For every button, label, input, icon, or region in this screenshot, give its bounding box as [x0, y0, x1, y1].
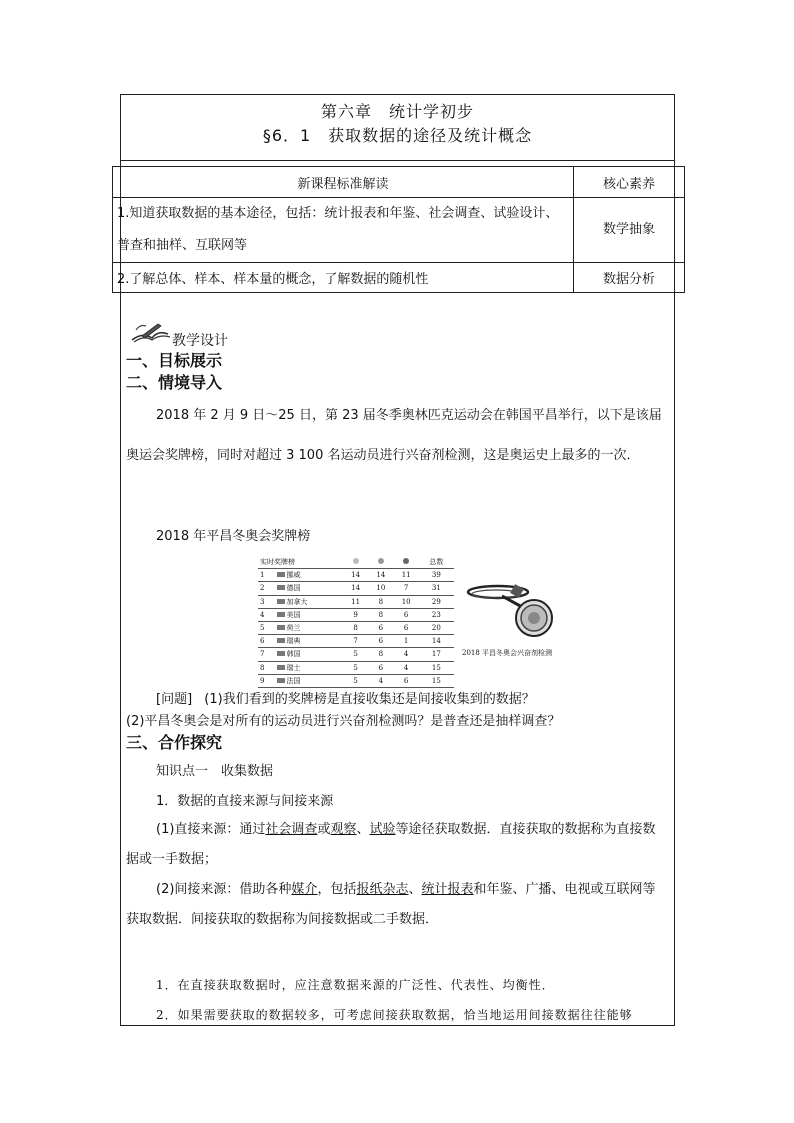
question-2: (2)平昌冬奥会是对所有的运动员进行兴奋剂检测吗？是普查还是抽样调查？: [126, 714, 561, 729]
heading-situation: 二、情境导入: [126, 373, 223, 392]
question-1: [156, 688, 535, 707]
silver-medal-icon: [378, 558, 384, 564]
flag-icon: [277, 612, 285, 617]
question-1-text: (1)我们看到的奖牌榜是直接收集还是间接收集到的数据？: [204, 692, 535, 707]
medal-row: [258, 608, 454, 621]
medal-rank: 1: [258, 569, 275, 582]
teaching-design-label: 教学设计: [172, 333, 228, 349]
medal-table: [258, 556, 454, 688]
bronze-medal-icon: [403, 558, 409, 564]
medal-rank: 2: [258, 582, 275, 595]
medal-gold: 14: [343, 569, 368, 582]
medal-total: 20: [419, 621, 454, 634]
medal-rank: 3: [258, 595, 275, 608]
indirect-source-paragraph: [126, 875, 668, 935]
medal-rank: 7: [258, 648, 275, 661]
medal-silver: 6: [368, 635, 393, 648]
chapter-title: 第六章 统计学初步: [320, 102, 474, 121]
direct-text-e: 、: [356, 822, 370, 837]
medal-rank: 9: [258, 674, 275, 687]
medal-row: [258, 635, 454, 648]
medal-silver: 8: [368, 648, 393, 661]
medal-silver: 14: [368, 569, 393, 582]
medal-gold: 11: [343, 595, 368, 608]
medal-row: [258, 621, 454, 634]
literacy-header: 核心素养: [574, 167, 685, 198]
flag-icon: [277, 665, 285, 670]
flag-icon: [277, 651, 285, 656]
medal-bronze: 4: [394, 648, 419, 661]
medal-gold: 5: [343, 648, 368, 661]
medal-country: 荷兰: [286, 624, 301, 633]
literacy-row-1: 数学抽象: [574, 198, 685, 263]
medal-row: [258, 661, 454, 674]
medal-gold: 7: [343, 635, 368, 648]
indirect-text-g: 和年鉴、广播、电视或互联网等获取数据．间接获取的数据称为间接数据或二手数据．: [126, 882, 656, 927]
indirect-term-reports: 统计报表: [421, 882, 474, 897]
title-divider: [120, 160, 675, 161]
section-title: §6．1 获取数据的途径及统计概念: [262, 126, 533, 145]
medal-total: 31: [419, 582, 454, 595]
medal-total: 29: [419, 595, 454, 608]
standard-row-1: 1.知道获取数据的基本途径，包括：统计报表和年鉴、社会调查、试验设计、普查和抽样、互联网等: [113, 198, 574, 263]
medal-gold: 9: [343, 608, 368, 621]
medal-total: 15: [419, 674, 454, 687]
medal-country: 加拿大: [286, 597, 308, 606]
standards-header: 新课程标准解读: [113, 167, 574, 198]
medal-bronze: 11: [394, 569, 419, 582]
medal-bronze: 6: [394, 674, 419, 687]
medal-rank: 4: [258, 608, 275, 621]
flag-icon: [277, 599, 285, 604]
stopwatch-icon: [462, 578, 558, 644]
medal-country: 挪威: [286, 571, 301, 580]
medal-total: 39: [419, 569, 454, 582]
direct-source-paragraph: [126, 815, 668, 875]
medal-bronze: 4: [394, 661, 419, 674]
intro-paragraph: 2018 年 2 月 9 日～25 日，第 23 届冬季奥林匹克运动会在韩国平昌举行，以下是该届奥运会奖牌榜，同时对超过 3 100 名运动员进行兴奋剂检测，这是奥运史上最多的一次．: [126, 408, 662, 463]
medal-rank: 8: [258, 661, 275, 674]
direct-term-observe: 观察: [330, 822, 357, 837]
flag-icon: [277, 625, 285, 630]
standard-row-2: 2.了解总体、样本、样本量的概念，了解数据的随机性: [113, 263, 574, 293]
note-2: 2．如果需要获取的数据较多，可考虑间接获取数据，恰当地运用间接数据往往能够: [156, 1008, 633, 1022]
medal-bronze: 10: [394, 595, 419, 608]
medal-country: 韩国: [286, 650, 301, 659]
medal-silver: 4: [368, 674, 393, 687]
flag-icon: [277, 585, 285, 590]
medal-total: 15: [419, 661, 454, 674]
medal-total: 17: [419, 648, 454, 661]
medal-bronze: 6: [394, 608, 419, 621]
medal-silver: 6: [368, 661, 393, 674]
medal-row: [258, 569, 454, 582]
medal-rank: 5: [258, 621, 275, 634]
book-pen-icon: [128, 318, 172, 346]
literacy-row-2: 数据分析: [574, 263, 685, 293]
direct-text-c: 或: [317, 822, 331, 837]
medal-gold: 14: [343, 582, 368, 595]
medal-total: 23: [419, 608, 454, 621]
medal-table-title: 实时奖牌榜: [258, 556, 343, 569]
medal-row: [258, 674, 454, 687]
direct-text-a: (1)直接来源：通过: [156, 822, 266, 837]
medal-row: [258, 582, 454, 595]
question-tag: [问题]: [156, 692, 193, 707]
medal-country: 法国: [286, 676, 301, 685]
medal-country: 德国: [286, 584, 301, 593]
direct-text-g: 等途径获取数据．直接获取的数据称为直接数据或一手数据；: [126, 822, 656, 867]
medal-country: 瑞典: [286, 637, 301, 646]
flag-icon: [277, 638, 285, 643]
gold-medal-icon: [353, 558, 359, 564]
medal-silver: 8: [368, 595, 393, 608]
heading-goals: 一、目标展示: [126, 351, 223, 370]
medal-rank: 6: [258, 635, 275, 648]
medal-gold: 5: [343, 674, 368, 687]
medal-bronze: 6: [394, 621, 419, 634]
medal-gold: 8: [343, 621, 368, 634]
medal-country: 美国: [286, 610, 301, 619]
indirect-text-a: (2)间接来源：借助各种: [156, 882, 292, 897]
medal-bronze: 1: [394, 635, 419, 648]
note-1: 1．在直接获取数据时，应注意数据来源的广泛性、代表性、均衡性．: [156, 978, 555, 992]
medal-silver: 8: [368, 608, 393, 621]
heading-explore: 三、合作探究: [126, 733, 223, 752]
indirect-term-media: 媒介: [291, 882, 318, 897]
medal-gold: 5: [343, 661, 368, 674]
medal-total: 14: [419, 635, 454, 648]
medal-country: 瑞士: [286, 663, 301, 672]
doping-test-caption: 2018 平昌冬奥会兴奋剂检测: [462, 649, 553, 657]
medal-row: [258, 595, 454, 608]
medal-row: [258, 648, 454, 661]
standards-table: [112, 166, 685, 293]
medal-total-header: 总数: [419, 556, 454, 569]
indirect-text-e: 、: [408, 882, 422, 897]
medal-silver: 6: [368, 621, 393, 634]
flag-icon: [277, 572, 285, 577]
direct-term-experiment: 试验: [369, 822, 396, 837]
medal-figure-caption: 2018 年平昌冬奥会奖牌榜: [156, 529, 311, 544]
medal-silver: 10: [368, 582, 393, 595]
doping-test-picture: [462, 578, 558, 648]
indirect-term-press: 报纸杂志: [356, 882, 409, 897]
knowledge-point-title: 知识点一 收集数据: [156, 764, 274, 779]
knowledge-item-1: 1．数据的直接来源与间接来源: [156, 794, 334, 809]
medal-bronze: 7: [394, 582, 419, 595]
indirect-text-c: ，包括: [317, 882, 357, 897]
flag-icon: [277, 678, 285, 683]
direct-term-survey: 社会调查: [265, 822, 318, 837]
